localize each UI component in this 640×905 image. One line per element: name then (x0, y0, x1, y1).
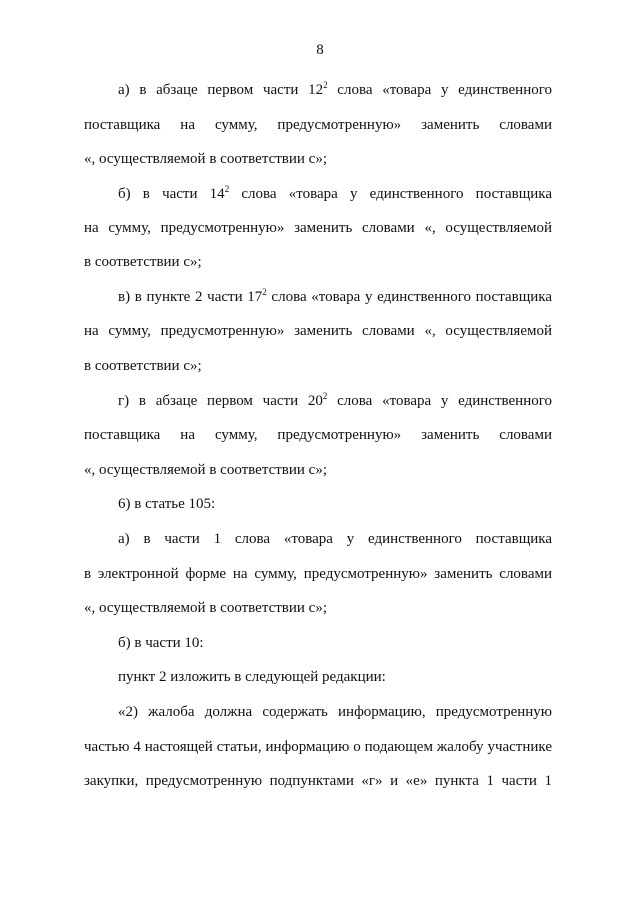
text-line: а) в части 1 слова «товара у единственного поставщика (118, 531, 552, 547)
text-line: пункт 2 изложить в следующей редакции: (118, 669, 386, 685)
text-line (118, 185, 552, 204)
superscript: 2 (322, 391, 328, 401)
text-line: поставщика на сумму, предусмотренную» заменить словами (84, 117, 552, 133)
text-line: закупки, предусмотренную подпунктами «г» и «е» пункта 1 части 1 (84, 773, 552, 789)
text-span: слова «товара у единственного поставщика (266, 289, 552, 305)
text-line: «, осуществляемой в соответствии с»; (84, 600, 327, 616)
text-line: частью 4 настоящей статьи, информацию о подающем жалобу участнике (84, 739, 552, 755)
text-span: слова «товара у единственного (327, 82, 552, 98)
text-span: в) в пункте 2 части 17 (118, 289, 263, 305)
text-line: в соответствии с»; (84, 358, 202, 374)
text-line (118, 81, 552, 100)
superscript: 2 (262, 287, 267, 297)
text-span: слова «товара у единственного (327, 393, 552, 409)
text-line (118, 392, 552, 411)
text-line: в соответствии с»; (84, 254, 202, 270)
text-line: на сумму, предусмотренную» заменить словами «, осуществляемой (84, 220, 552, 236)
text-span: г) в абзаце первом части 20 (118, 393, 323, 409)
page-number: 8 (316, 42, 324, 58)
text-line: 6) в статье 105: (118, 496, 216, 512)
text-line: на сумму, предусмотренную» заменить словами «, осуществляемой (84, 323, 552, 339)
text-line: в электронной форме на сумму, предусмотренную» заменить словами (84, 566, 552, 582)
text-span: а) в абзаце первом части 12 (118, 82, 324, 98)
text-line: «, осуществляемой в соответствии с»; (84, 151, 327, 167)
superscript: 2 (224, 184, 230, 194)
text-span: слова «товара у единственного поставщика (229, 186, 552, 202)
text-line: б) в части 10: (118, 635, 204, 651)
superscript: 2 (323, 80, 328, 90)
text-line: поставщика на сумму, предусмотренную» заменить словами (84, 427, 552, 443)
text-line: «2) жалоба должна содержать информацию, предусмотренную (118, 704, 552, 720)
text-span: б) в части 14 (118, 186, 225, 202)
text-line: «, осуществляемой в соответствии с»; (84, 462, 327, 478)
text-line (118, 288, 552, 307)
